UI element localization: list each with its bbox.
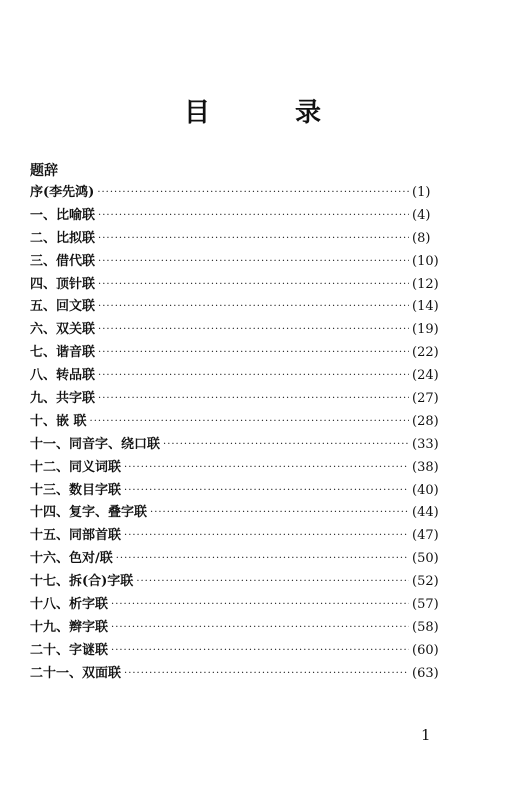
- dot-leader: [98, 205, 409, 228]
- toc-entry-label: 六、双关联: [30, 322, 96, 338]
- dot-leader: [98, 342, 409, 365]
- toc-entry[interactable]: [30, 434, 444, 457]
- toc-entry-page: (47): [412, 528, 439, 544]
- toc-entry[interactable]: [30, 365, 444, 388]
- toc-entry-label: 十四、复字、叠字联: [30, 505, 148, 521]
- toc-entry-label: 十二、同义词联: [30, 459, 122, 475]
- toc-entry-page: (24): [412, 368, 439, 384]
- toc-entry[interactable]: [30, 663, 444, 686]
- dot-leader: [116, 548, 409, 571]
- toc-entry-page: (57): [412, 597, 439, 613]
- toc-entry-label: 十七、拆(合)字联: [30, 574, 134, 590]
- toc-entry[interactable]: [30, 205, 444, 228]
- dot-leader: [163, 434, 409, 457]
- toc-entry[interactable]: [30, 342, 444, 365]
- toc-entry[interactable]: [30, 502, 444, 525]
- toc-entry-page: (12): [412, 276, 439, 292]
- toc-entry-page: (14): [412, 299, 439, 315]
- toc-entry-label: 十、嵌 联: [30, 413, 87, 429]
- toc-entry[interactable]: [30, 274, 444, 297]
- toc-entry-page: (10): [412, 253, 439, 269]
- dot-leader: [98, 296, 409, 319]
- toc-entry-label: 二、比拟联: [30, 230, 96, 246]
- toc-entry[interactable]: [30, 571, 444, 594]
- toc-entry-label: 九、共字联: [30, 391, 96, 407]
- toc-entry-page: (50): [412, 551, 439, 567]
- dot-leader: [97, 182, 409, 205]
- dot-leader: [111, 640, 409, 663]
- toc-entry-label: 一、比喻联: [30, 207, 96, 223]
- toc-entry-page: (63): [412, 665, 439, 681]
- toc-entry[interactable]: [30, 296, 444, 319]
- toc-entry[interactable]: [30, 525, 444, 548]
- toc-entry-label: 二十、字谜联: [30, 642, 109, 658]
- toc-entry-label: 七、谐音联: [30, 345, 96, 361]
- toc-entry-page: (4): [412, 207, 431, 223]
- toc-entry[interactable]: [30, 617, 444, 640]
- toc-entry-label: 十六、色对/联: [30, 551, 113, 567]
- dot-leader: [90, 411, 409, 434]
- toc-entry[interactable]: [30, 388, 444, 411]
- toc-entry-page: (38): [412, 459, 439, 475]
- toc-entry-page: (8): [412, 230, 431, 246]
- dot-leader: [98, 228, 409, 251]
- dot-leader: [98, 251, 409, 274]
- dot-leader: [111, 594, 409, 617]
- page-number: 1: [421, 726, 431, 744]
- toc-entry-label: 四、顶针联: [30, 276, 96, 292]
- dot-leader: [124, 480, 409, 503]
- page-title: 目 录: [183, 98, 360, 128]
- toc-entry[interactable]: [30, 251, 444, 274]
- toc-entry-page: (19): [412, 322, 439, 338]
- toc-entry-label: 三、借代联: [30, 253, 96, 269]
- dot-leader: [124, 663, 409, 686]
- toc-entry-page: (52): [412, 574, 439, 590]
- toc-entry[interactable]: [30, 480, 444, 503]
- toc-entry[interactable]: [30, 548, 444, 571]
- dot-leader: [111, 617, 409, 640]
- toc-entry-page: (27): [412, 391, 439, 407]
- toc-entry[interactable]: [30, 457, 444, 480]
- dot-leader: [98, 274, 409, 297]
- section-label: 题辞: [30, 163, 58, 179]
- toc-entry-page: (1): [412, 185, 431, 200]
- toc-entry-page: (33): [412, 436, 439, 452]
- toc-entry-page: (44): [412, 505, 439, 521]
- toc-entry-label: 二十一、双面联: [30, 665, 122, 681]
- dot-leader: [124, 457, 409, 480]
- toc-entry[interactable]: [30, 411, 444, 434]
- table-of-contents: [30, 182, 444, 686]
- dot-leader: [150, 502, 409, 525]
- dot-leader: [98, 388, 409, 411]
- toc-entry-label: 十八、析字联: [30, 597, 109, 613]
- toc-entry[interactable]: [30, 594, 444, 617]
- toc-entry-label: 序(李先鸿): [30, 185, 95, 200]
- toc-entry-label: 十九、辫字联: [30, 619, 109, 635]
- toc-entry-label: 八、转品联: [30, 368, 96, 384]
- dot-leader: [136, 571, 409, 594]
- toc-entry[interactable]: [30, 182, 444, 205]
- toc-entry-page: (40): [412, 482, 439, 498]
- toc-entry[interactable]: [30, 640, 444, 663]
- dot-leader: [124, 525, 409, 548]
- toc-entry-page: (58): [412, 619, 439, 635]
- toc-entry-page: (28): [412, 413, 439, 429]
- toc-entry-page: (22): [412, 345, 439, 361]
- toc-entry-label: 五、回文联: [30, 299, 96, 315]
- toc-entry[interactable]: [30, 228, 444, 251]
- toc-entry[interactable]: [30, 319, 444, 342]
- toc-entry-label: 十五、同部首联: [30, 528, 122, 544]
- dot-leader: [98, 319, 409, 342]
- toc-entry-label: 十一、同音字、绕口联: [30, 436, 161, 452]
- toc-entry-page: (60): [412, 642, 439, 658]
- toc-entry-label: 十三、数目字联: [30, 482, 122, 498]
- dot-leader: [98, 365, 409, 388]
